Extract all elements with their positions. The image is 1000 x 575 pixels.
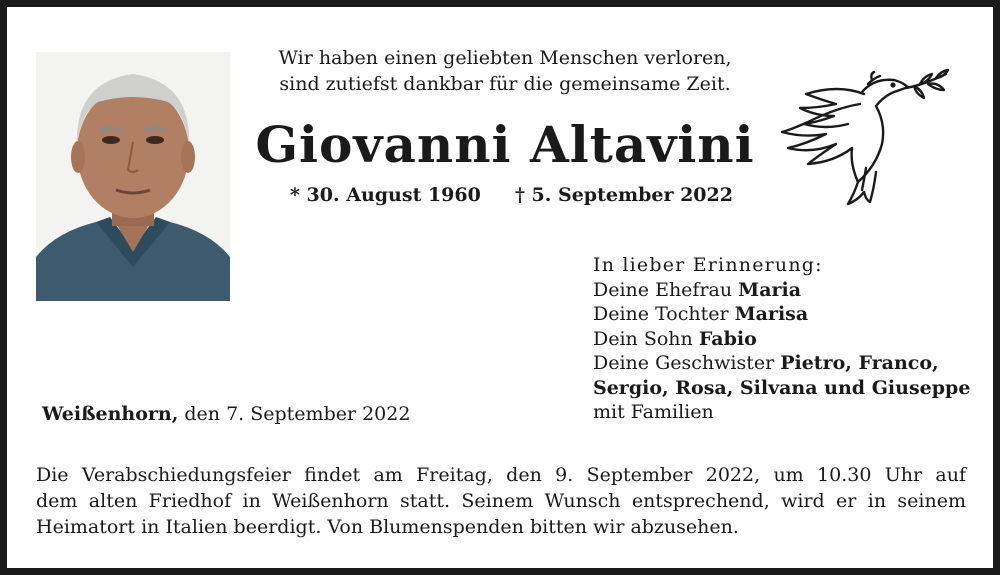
family-name-wife: Maria bbox=[738, 278, 802, 301]
funeral-notice bbox=[36, 462, 966, 540]
family-line-son: Dein Sohn Fabio bbox=[593, 327, 757, 350]
family-line-wife: Deine Ehefrau Maria bbox=[593, 278, 802, 301]
family-line-siblings-cont bbox=[593, 376, 970, 401]
family-name-son: Fabio bbox=[698, 327, 757, 350]
family-closing: mit Familien bbox=[593, 401, 714, 423]
dove-with-olive-branch-icon bbox=[778, 68, 950, 206]
place-town: Weißenhorn, bbox=[42, 403, 179, 425]
notice-line-3: Heimatort in Italien beerdigt. Von Blumenspenden bitten wir abzusehen. bbox=[36, 516, 739, 538]
family-names-siblings: Pietro, Franco, bbox=[780, 352, 939, 374]
family-name-daughter: Marisa bbox=[734, 303, 809, 325]
place-date: den 7. September 2022 bbox=[178, 403, 411, 425]
notice-line-1: Die Verabschiedungsfeier findet am Freitag, den 9. September 2022, um 10.30 Uhr auf bbox=[36, 464, 966, 486]
intro-line-1: Wir haben einen geliebten Menschen verloren, bbox=[278, 47, 732, 69]
death-date: † 5. September 2022 bbox=[515, 184, 733, 206]
family-names-siblings-cont: Sergio, Rosa, Silvana und Giuseppe bbox=[593, 376, 971, 399]
portrait-photo bbox=[36, 52, 230, 301]
memory-block bbox=[593, 253, 970, 425]
life-dates bbox=[290, 184, 733, 206]
family-line-siblings: Deine Geschwister Pietro, Franco, bbox=[593, 352, 939, 374]
family-line-daughter: Deine Tochter Marisa bbox=[593, 303, 809, 325]
intro-line-2: sind zutiefst dankbar für die gemeinsame Zeit. bbox=[279, 73, 731, 95]
notice-line-2: dem alten Friedhof in Weißenhorn statt. Seinem Wunsch entsprechend, wird er in seinem bbox=[36, 490, 966, 512]
place-and-date bbox=[42, 403, 410, 425]
memory-heading: In lieber Erinnerung: bbox=[593, 254, 823, 276]
intro-text bbox=[230, 45, 780, 97]
deceased-name: Giovanni Altavini bbox=[255, 115, 755, 174]
birth-date: * 30. August 1960 bbox=[290, 184, 481, 206]
